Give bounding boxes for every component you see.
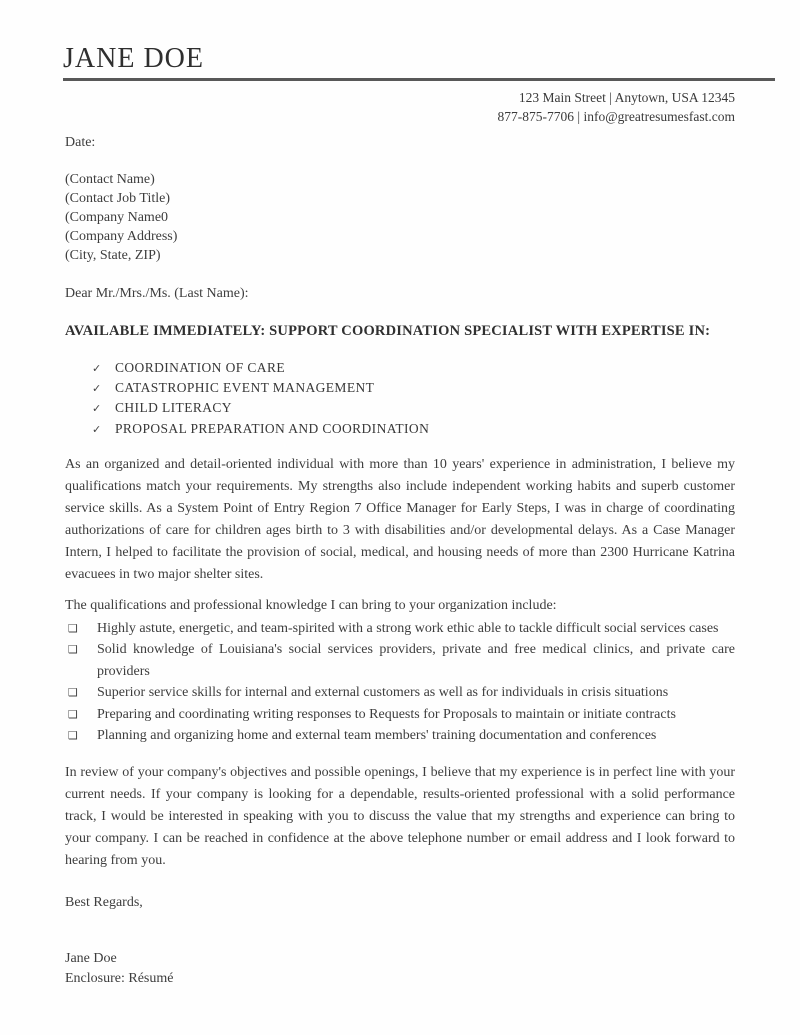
letterhead-contact bbox=[0, 88, 800, 126]
recipient-line: (Contact Job Title) bbox=[65, 190, 171, 206]
qualifications-list bbox=[65, 618, 735, 747]
recipient-line: (Contact Name) bbox=[65, 171, 155, 187]
square-bullet-icon: ❑ bbox=[68, 643, 78, 657]
sender-address: 123 Main Street | Anytown, USA 12345 bbox=[518, 89, 735, 105]
letter-body bbox=[0, 133, 800, 988]
qualification-item bbox=[65, 725, 735, 747]
letterhead bbox=[0, 0, 800, 126]
square-bullet-icon: ❑ bbox=[68, 621, 78, 635]
square-bullet-icon: ❑ bbox=[68, 729, 78, 743]
expertise-item-label: CATASTROPHIC EVENT MANAGEMENT bbox=[115, 380, 375, 396]
expertise-item-label: PROPOSAL PREPARATION AND COORDINATION bbox=[115, 420, 430, 436]
qualification-item-label: Planning and organizing home and external team members' training documentation and conferences bbox=[97, 728, 657, 744]
enclosure-note: Enclosure: Résumé bbox=[65, 970, 174, 986]
recipient-block bbox=[65, 170, 735, 265]
expertise-list bbox=[65, 358, 735, 439]
qualification-item bbox=[65, 618, 735, 640]
closing-paragraph: In review of your company's objectives and possible openings, I believe that my experience is in perfect line with your current needs. If your company is looking for a dependable, results-oriented professional with a solid performance track, I would be interested in speaking with you to discuss the value that my strengths and experience can bring to your company. I can be reached in confidence at the above telephone number or email address and I look forward to hearing from you. bbox=[65, 764, 735, 868]
expertise-item bbox=[92, 378, 735, 398]
sender-name: JANE DOE bbox=[63, 43, 204, 74]
square-bullet-icon: ❑ bbox=[68, 707, 78, 721]
expertise-item bbox=[92, 398, 735, 418]
qualification-item bbox=[65, 704, 735, 726]
qualification-item bbox=[65, 639, 735, 682]
square-bullet-icon: ❑ bbox=[68, 686, 78, 700]
salutation: Dear Mr./Mrs./Ms. (Last Name): bbox=[65, 285, 249, 301]
qualification-item-label: Superior service skills for internal and external customers as well as for individuals in crisis situations bbox=[97, 685, 669, 701]
qualifications-intro: The qualifications and professional knowledge I can bring to your organization include: bbox=[65, 597, 557, 613]
qualification-item-label: Preparing and coordinating writing responses to Requests for Proposals to maintain or initiate contracts bbox=[97, 706, 676, 722]
check-icon: ✓ bbox=[92, 361, 102, 375]
qualification-item-label: Solid knowledge of Louisiana's social services providers, private and free medical clinics, and private care providers bbox=[97, 642, 735, 679]
signature-name: Jane Doe bbox=[65, 950, 117, 966]
check-icon: ✓ bbox=[92, 402, 102, 416]
expertise-item bbox=[92, 358, 735, 378]
check-icon: ✓ bbox=[92, 382, 102, 396]
qualification-item bbox=[65, 682, 735, 704]
valediction: Best Regards, bbox=[65, 894, 143, 910]
headline: AVAILABLE IMMEDIATELY: SUPPORT COORDINATION SPECIALIST WITH EXPERTISE IN: bbox=[65, 322, 711, 339]
expertise-item-label: CHILD LITERACY bbox=[115, 400, 232, 416]
expertise-item bbox=[92, 419, 735, 439]
qualification-item-label: Highly astute, energetic, and team-spirited with a strong work ethic able to tackle difficult social services cases bbox=[97, 620, 719, 636]
recipient-line: (Company Name0 bbox=[65, 209, 169, 225]
intro-paragraph: As an organized and detail-oriented individual with more than 10 years' experience in administration, I believe my qualifications match your requirements. My strengths also include independent working habits and superb customer service skills. As a System Point of Entry Region 7 Office Manager for Early Steps, I was in charge of coordinating authorizations of care for children ages birth to 3 with disabilities and/or developmental delays. As a Case Manager Intern, I helped to facilitate the provision of social, medical, and housing needs of more than 2300 Hurricane Katrina evacuees in two major shelter sites. bbox=[65, 456, 735, 582]
header-divider bbox=[63, 78, 775, 81]
check-icon: ✓ bbox=[92, 422, 102, 436]
recipient-line: (Company Address) bbox=[65, 228, 178, 244]
sender-phone-email: 877-875-7706 | info@greatresumesfast.com bbox=[497, 108, 735, 124]
expertise-item-label: COORDINATION OF CARE bbox=[115, 359, 286, 375]
recipient-line: (City, State, ZIP) bbox=[65, 247, 161, 263]
date-label: Date: bbox=[65, 134, 96, 150]
